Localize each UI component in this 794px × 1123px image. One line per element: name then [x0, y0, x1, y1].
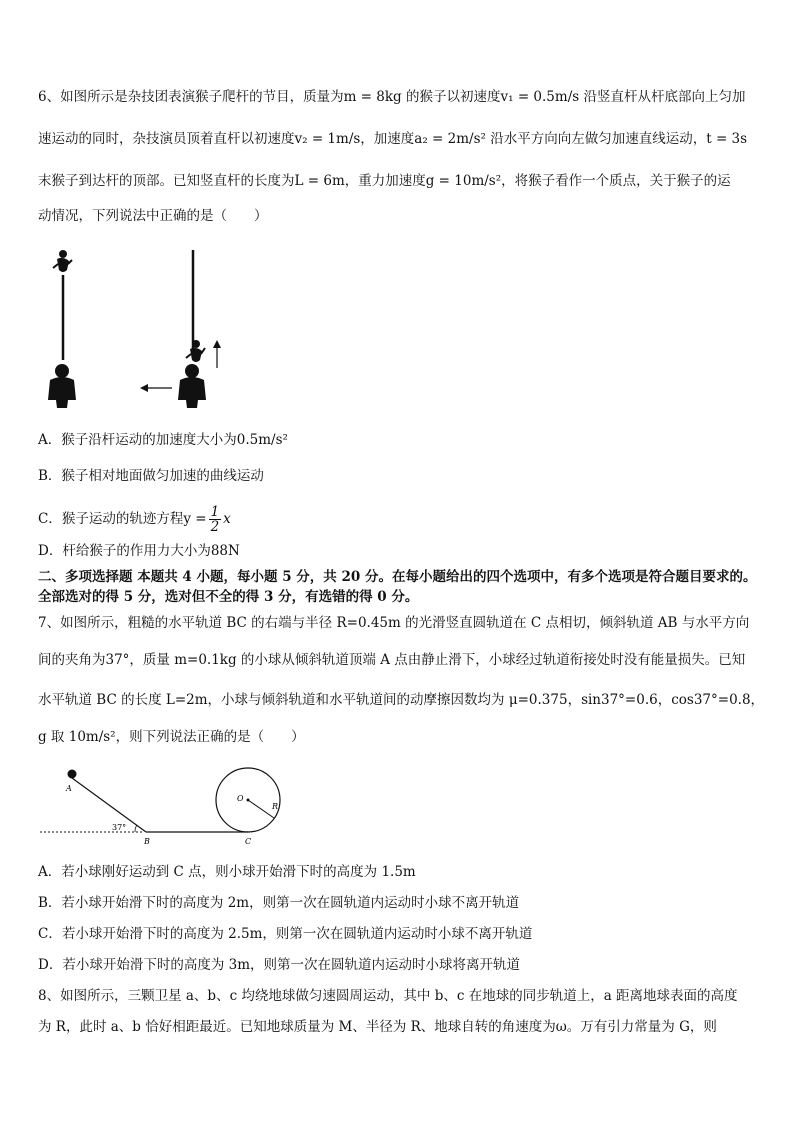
q6-figure [40, 240, 240, 419]
q7-text-line-1: 7、如图所示，粗糙的水平轨道 BC 的右端与半径 R=0.45m 的光滑竖直圆轨道在 C 点相切，倾斜轨道 AB 与水平方向 [38, 615, 750, 631]
left-scene [48, 250, 76, 408]
q7-text-line-2: 间的夹角为37°，质量 m=0.1kg 的小球从倾斜轨道顶端 A 点由静止滑下，小球经过轨道衔接处时没有能量损失。已知 [38, 652, 746, 668]
q6-option-c-fraction [209, 505, 222, 534]
q6-option-b: B．猴子相对地面做匀加速的曲线运动 [38, 468, 264, 484]
q8-text-line-1: 8、如图所示，三颗卫星 a、b、c 均绕地球做匀速圆周运动，其中 b、c 在地球的同步轨道上，a 距离地球表面的高度 [38, 988, 738, 1004]
q6-option-a: A．猴子沿杆运动的加速度大小为0.5m/s² [38, 432, 288, 448]
angle-arc [135, 825, 137, 832]
monkey-top [53, 250, 72, 272]
q7-text-line-4: g 取 10m/s²，则下列说法正确的是（ ） [38, 729, 305, 745]
q6-text-line-2: 速运动的同时，杂技演员顶着直杆以初速度v₂ = 1m/s，加速度a₂ = 2m/s² 沿水平方向向左做匀加速直线运动，t = 3s [38, 131, 748, 147]
q7-option-a: A．若小球刚好运动到 C 点，则小球开始滑下时的高度为 1.5m [38, 864, 416, 880]
fraction-denominator: 2 [210, 519, 220, 535]
monkey-bottom [186, 340, 205, 362]
label-a: A [66, 784, 72, 793]
q6-option-c-text: C．猴子运动的轨迹方程y = [38, 511, 207, 527]
q6-text-line-3: 末猴子到达杆的顶部。已知竖直杆的长度为L = 6m，重力加速度g = 10m/s²，将猴子看作一个质点，关于猴子的运 [38, 173, 731, 189]
q6-text-line-1: 6、如图所示是杂技团表演猴子爬杆的节目，质量为m = 8kg 的猴子以初速度v₁ = 0.5m/s 沿竖直杆从杆底部向上匀加 [38, 89, 746, 105]
label-o: O [237, 794, 244, 803]
q7-option-c: C．若小球开始滑下时的高度为 2.5m，则第一次在圆轨道内运动时小球不离开轨道 [38, 926, 533, 942]
ball [68, 770, 77, 779]
performer-right [178, 364, 206, 408]
q7-text-line-3: 水平轨道 BC 的长度 L=2m，小球与倾斜轨道和水平轨道间的动摩擦因数均为 μ=0.375，sin37°=0.6，cos37°=0.8， [38, 692, 765, 708]
q6-option-c-variable: x [223, 511, 231, 527]
incline-ab [72, 778, 146, 832]
right-scene [140, 250, 221, 408]
center-point [247, 799, 250, 802]
left-arrow-icon [140, 384, 172, 392]
performer-left [48, 364, 76, 408]
label-b: B [144, 837, 150, 846]
up-arrow-icon [213, 340, 221, 368]
q6-text-line-4: 动情况，下列说法中正确的是（ ） [38, 208, 268, 224]
fraction-numerator: 1 [210, 504, 220, 520]
q7-figure [38, 760, 338, 859]
q6-option-c [38, 505, 231, 534]
label-r: R [272, 802, 279, 811]
radius-line [248, 800, 274, 818]
q8-text-line-2: 为 R，此时 a、b 恰好相距最近。已知地球质量为 M、半径为 R、地球自转的角速度为ω。万有引力常量为 G，则 [38, 1019, 717, 1035]
label-angle: 37° [112, 823, 127, 832]
q6-option-d: D．杆给猴子的作用力大小为88N [38, 543, 240, 559]
q7-option-d: D．若小球开始滑下时的高度为 3m，则第一次在圆轨道内运动时小球将离开轨道 [38, 957, 521, 973]
section2-heading-line-2: 全部选对的得 5 分，选对但不全的得 3 分，有选错的得 0 分。 [38, 589, 419, 605]
section2-heading-line-1: 二、多项选择题 本题共 4 小题，每小题 5 分，共 20 分。在每小题给出的四个选项中，有多个选项是符合题目要求的。 [38, 569, 757, 585]
label-c: C [245, 837, 252, 846]
q7-option-b: B．若小球开始滑下时的高度为 2m，则第一次在圆轨道内运动时小球不离开轨道 [38, 895, 520, 911]
